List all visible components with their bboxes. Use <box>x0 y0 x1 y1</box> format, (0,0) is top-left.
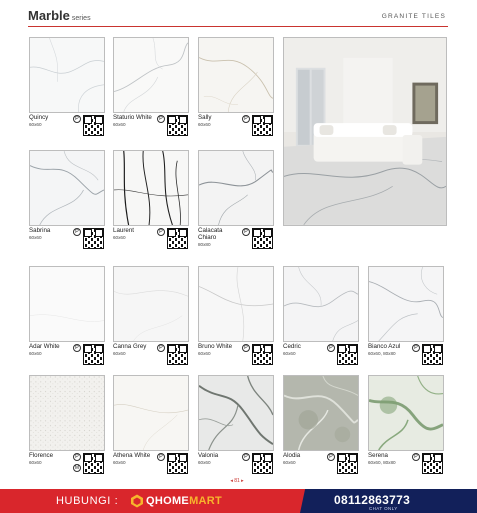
tile-size: 60x60 <box>198 122 211 128</box>
qr-code-icon[interactable] <box>83 344 104 365</box>
tile-name: Athena White 60x60 <box>113 453 157 467</box>
tile-name: Sally 60x60 <box>198 115 242 129</box>
tile-size: 60x60, 80x80 <box>368 351 396 357</box>
tile-size: 60x60 <box>29 351 42 357</box>
polished-badge-icon: P <box>157 228 165 236</box>
qr-code-icon[interactable] <box>252 228 273 249</box>
footer-banner <box>0 489 477 513</box>
polished-badge-icon: P <box>157 344 165 352</box>
tile-size: 60x60 <box>283 351 296 357</box>
tile-swatch-sabrina <box>29 150 105 226</box>
qr-code-icon[interactable] <box>252 344 273 365</box>
polished-badge-icon: P <box>157 115 165 123</box>
qr-code-icon[interactable] <box>422 453 443 474</box>
tile-name: Sabrina 60x60 <box>29 228 73 242</box>
chat-only-note: CHAT ONLY <box>369 506 398 511</box>
brand-name[interactable]: QHOMEMART <box>146 495 223 507</box>
tile-swatch-quincy <box>29 37 105 113</box>
tile-size: 60x60 <box>113 460 126 466</box>
tile-size: 60x60 <box>113 351 126 357</box>
tile-swatch-laurent <box>113 150 189 226</box>
tile-name: Laurent 60x60 <box>113 228 157 242</box>
qr-code-icon[interactable] <box>167 453 188 474</box>
contact-label: HUBUNGI : <box>56 495 119 507</box>
polished-badge-icon: P <box>157 453 165 461</box>
qr-code-icon[interactable] <box>337 453 358 474</box>
polished-badge-icon: P <box>73 344 81 352</box>
tile-size: 60x60 <box>29 122 42 128</box>
header-divider <box>28 26 448 27</box>
tile-name: Calacata Chiaro 80x80 <box>198 228 242 248</box>
qr-code-icon[interactable] <box>83 115 104 136</box>
tile-swatch-florence <box>29 375 105 451</box>
tile-size: 60x60 <box>198 460 211 466</box>
tile-name: Florence 60x60 <box>29 453 73 467</box>
qr-code-icon[interactable] <box>83 453 104 474</box>
tile-swatch-alodia <box>283 375 359 451</box>
qr-code-icon[interactable] <box>167 115 188 136</box>
polished-badge-icon: P <box>327 344 335 352</box>
polished-badge-icon: P <box>73 228 81 236</box>
tile-name: Serena 60x60, 80x80 <box>368 453 412 467</box>
tile-size: 60x60 <box>29 235 42 241</box>
tile-size: 60x60 <box>113 235 126 241</box>
tile-name: Staturio White 60x60 <box>113 115 157 129</box>
tile-name: Cedric 60x60 <box>283 344 327 358</box>
category-label: GRANITE TILES <box>381 13 446 20</box>
tile-swatch-serena <box>368 375 444 451</box>
tile-size: 60x60 <box>283 460 296 466</box>
tile-swatch-sally <box>198 37 274 113</box>
page-number[interactable]: ◂ 81 ▸ <box>230 478 244 484</box>
polished-badge-icon: P <box>412 344 420 352</box>
tile-name: Bianco Azul 60x60, 80x80 <box>368 344 412 358</box>
polished-badge-icon: P <box>242 228 250 236</box>
tile-name: Valonia 60x60 <box>198 453 242 467</box>
tile-name: Quincy 60x60 <box>29 115 73 129</box>
qr-code-icon[interactable] <box>252 115 273 136</box>
tile-size: 80x80 <box>198 241 211 247</box>
tile-size: 60x60 <box>198 351 211 357</box>
room-interior-photo <box>283 37 447 226</box>
tile-name: Adar White 60x60 <box>29 344 73 358</box>
qr-code-icon[interactable] <box>252 453 273 474</box>
tile-swatch-cedric <box>283 266 359 342</box>
polished-badge-icon: P <box>242 453 250 461</box>
series-subtitle: series <box>71 15 91 22</box>
polished-badge-icon: P <box>242 344 250 352</box>
qr-code-icon[interactable] <box>167 344 188 365</box>
page-header <box>28 8 448 26</box>
polished-badge-icon: P <box>73 453 81 461</box>
qr-code-icon[interactable] <box>83 228 104 249</box>
qr-code-icon[interactable] <box>167 228 188 249</box>
qr-code-icon[interactable] <box>337 344 358 365</box>
tile-size: 60x60 <box>29 460 42 466</box>
polished-badge-icon: P <box>327 453 335 461</box>
tile-swatch-adar-white <box>29 266 105 342</box>
polished-badge-icon: P <box>412 453 420 461</box>
tile-size: 60x60 <box>113 122 126 128</box>
tile-swatch-calacata-chiaro <box>198 150 274 226</box>
series-title: Marble series <box>28 8 91 23</box>
tile-swatch-athena-white <box>113 375 189 451</box>
phone-number[interactable]: 08112863773 <box>334 493 411 507</box>
qr-code-icon[interactable] <box>422 344 443 365</box>
homemart-logo-icon <box>130 494 144 508</box>
tile-name: Alodia 60x60 <box>283 453 327 467</box>
tile-swatch-staturio-white <box>113 37 189 113</box>
tile-swatch-canna-grey <box>113 266 189 342</box>
polished-badge-icon: P <box>73 115 81 123</box>
matte-badge-icon: M <box>74 465 80 471</box>
tile-size: 60x60, 80x80 <box>368 460 396 466</box>
tile-swatch-valonia <box>198 375 274 451</box>
tile-swatch-bruno-white <box>198 266 274 342</box>
tile-swatch-bianco-azul <box>368 266 444 342</box>
tile-name: Canna Grey 60x60 <box>113 344 157 358</box>
tile-name: Bruno White 60x60 <box>198 344 242 358</box>
polished-badge-icon: P <box>242 115 250 123</box>
